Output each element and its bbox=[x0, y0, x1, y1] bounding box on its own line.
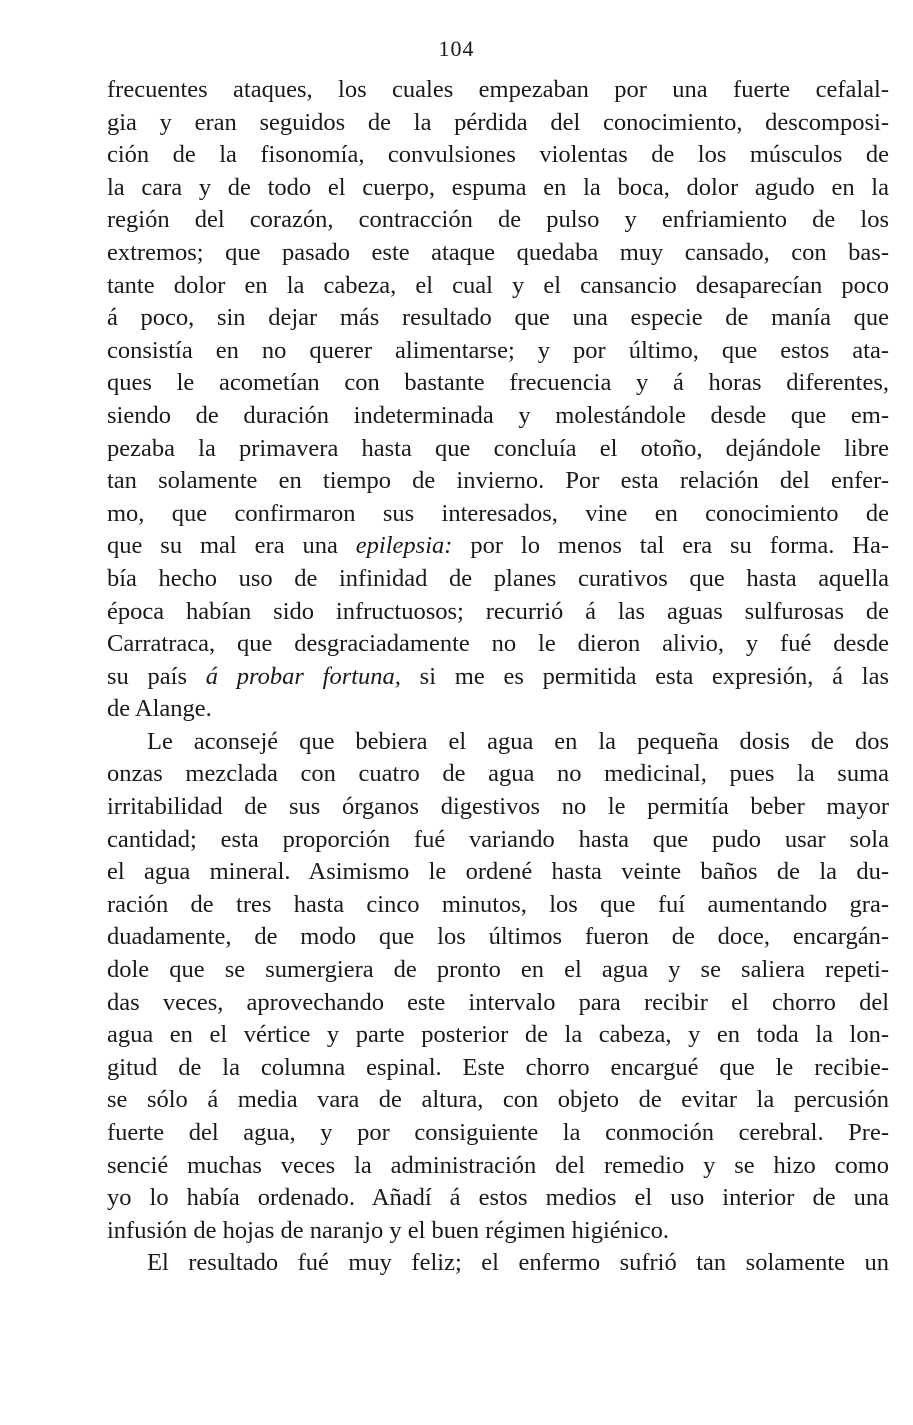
text-line: ción de la fisonomía, convulsiones violentas de los músculos de bbox=[107, 141, 889, 169]
italic-term: epilepsia: bbox=[355, 532, 453, 560]
text-line: época habían sido infructuosos; recurrió á las aguas sulfurosas de bbox=[107, 597, 889, 625]
text-line: tante dolor en la cabeza, el cual y el cansancio desaparecían poco bbox=[107, 271, 889, 299]
text-line: extremos; que pasado este ataque quedaba muy cansado, con bas- bbox=[107, 238, 889, 266]
text-line: irritabilidad de sus órganos digestivos no le permitía beber mayor bbox=[107, 793, 889, 821]
text-line: tan solamente en tiempo de invierno. Por esta relación del enfer- bbox=[107, 467, 889, 495]
text-line: se sólo á media vara de altura, con objeto de evitar la percusión bbox=[107, 1086, 889, 1114]
text-line: la cara y de todo el cuerpo, espuma en la boca, dolor agudo en la bbox=[107, 173, 889, 201]
page-number: 104 bbox=[438, 36, 475, 61]
text-line: siendo de duración indeterminada y molestándole desde que em- bbox=[107, 401, 889, 429]
text-line: bía hecho uso de infinidad de planes curativos que hasta aquella bbox=[107, 564, 889, 592]
text-line: sencié muchas veces la administración del remedio y se hizo como bbox=[107, 1151, 889, 1179]
text-line: duadamente, de modo que los últimos fueron de doce, encargán- bbox=[107, 923, 889, 951]
text-line: ques le acometían con bastante frecuencia y á horas diferentes, bbox=[107, 369, 889, 397]
text-line bbox=[107, 661, 889, 694]
text-line: Le aconsejé que bebiera el agua en la pequeña dosis de dos bbox=[147, 727, 889, 755]
text-line: región del corazón, contracción de pulso y enfriamiento de los bbox=[107, 206, 889, 234]
text-line: infusión de hojas de naranjo y el buen régimen higiénico. bbox=[107, 1216, 669, 1244]
text-line: onzas mezclada con cuatro de agua no medicinal, pues la suma bbox=[107, 760, 889, 788]
text-line: de Alange. bbox=[107, 695, 212, 723]
text-segment: si me es permitida esta expresión, á las bbox=[400, 662, 890, 690]
text-line: agua en el vértice y parte posterior de la cabeza, y en toda la lon- bbox=[107, 1021, 889, 1049]
text-line: yo lo había ordenado. Añadí á estos medios el uso interior de una bbox=[107, 1184, 889, 1212]
text-segment: su país bbox=[107, 662, 206, 690]
text-line: das veces, aprovechando este intervalo para recibir el chorro del bbox=[107, 988, 889, 1016]
text-segment: que su mal era una bbox=[107, 532, 356, 560]
text-line: á poco, sin dejar más resultado que una especie de manía que bbox=[107, 304, 889, 332]
text-line: cantidad; esta proporción fué variando hasta que pudo usar sola bbox=[107, 825, 889, 853]
text-line: ración de tres hasta cinco minutos, los que fuí aumentando gra- bbox=[107, 890, 889, 918]
text-line: mo, que confirmaron sus interesados, vine en conocimiento de bbox=[107, 499, 889, 527]
text-line: consistía en no querer alimentarse; y por último, que estos ata- bbox=[107, 336, 889, 364]
text-segment: por lo menos tal era su forma. Ha- bbox=[452, 532, 889, 560]
body-text bbox=[107, 74, 889, 1280]
text-line: frecuentes ataques, los cuales empezaban por una fuerte cefalal- bbox=[107, 76, 889, 103]
text-line: Carratraca, que desgraciadamente no le dieron alivio, y fué desde bbox=[107, 630, 889, 658]
text-line: pezaba la primavera hasta que concluía el otoño, dejándole libre bbox=[107, 434, 889, 462]
italic-term: á probar fortuna, bbox=[205, 662, 401, 690]
text-line bbox=[107, 530, 889, 563]
text-line: el agua mineral. Asimismo le ordené hasta veinte baños de la du- bbox=[107, 858, 889, 886]
text-line: El resultado fué muy feliz; el enfermo sufrió tan solamente un bbox=[147, 1249, 889, 1277]
text-line: gia y eran seguidos de la pérdida del conocimiento, descomposi- bbox=[107, 108, 889, 136]
text-line: gitud de la columna espinal. Este chorro encargué que le recibie- bbox=[107, 1053, 889, 1081]
text-line: dole que se sumergiera de pronto en el agua y se saliera repeti- bbox=[107, 956, 889, 984]
text-line: fuerte del agua, y por consiguiente la conmoción cerebral. Pre- bbox=[107, 1119, 889, 1146]
